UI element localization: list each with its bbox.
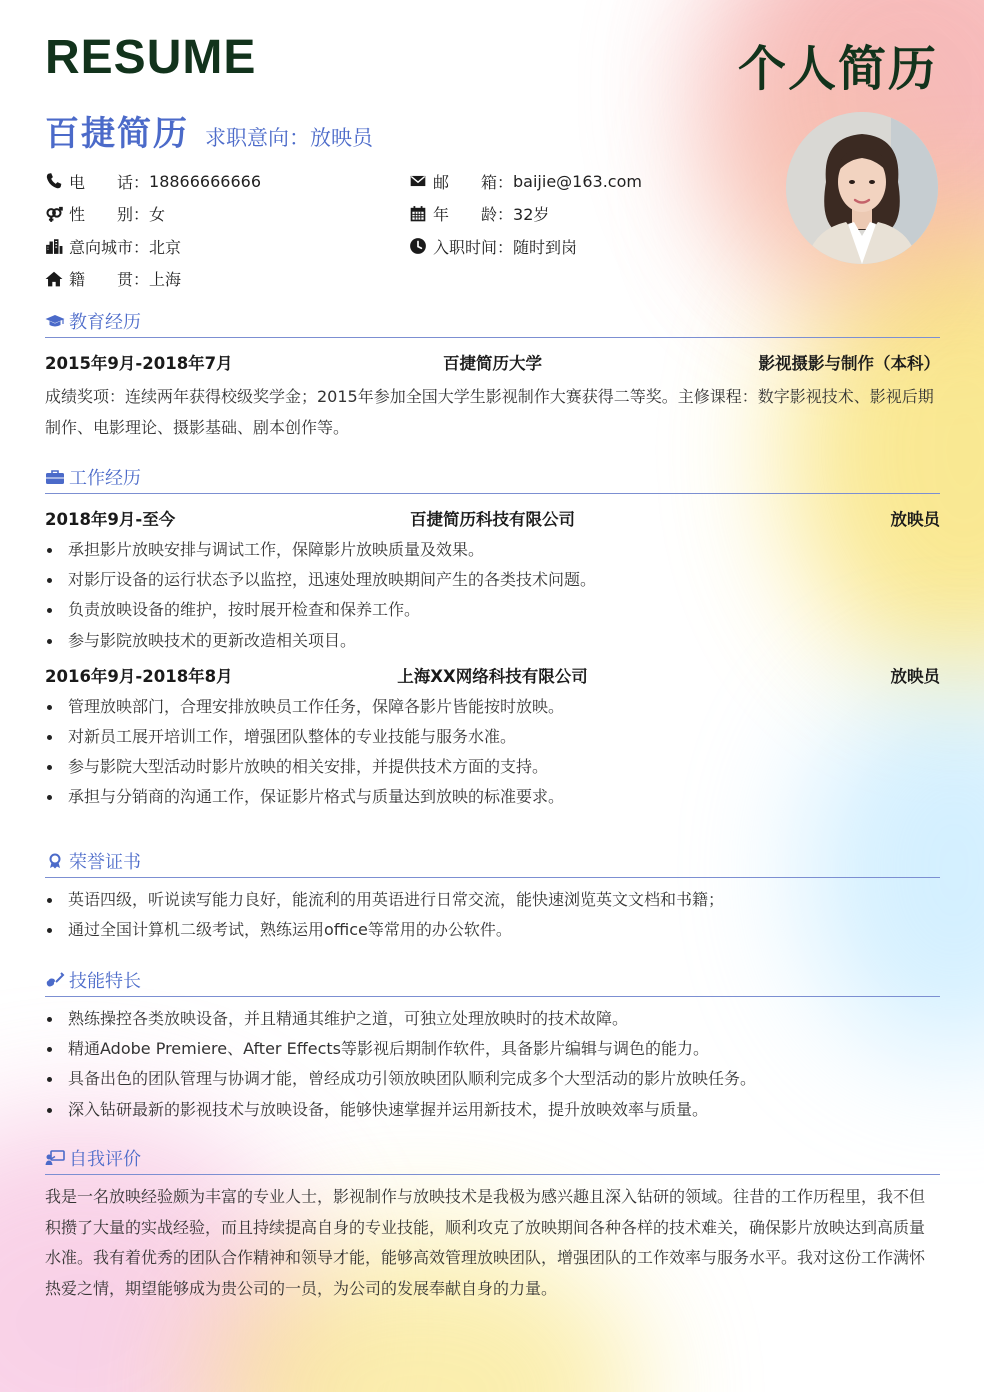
job-date: 2016年9月-2018年8月 <box>45 666 233 686</box>
section-title: 荣誉证书 <box>69 852 141 873</box>
list-item: 具备出色的团队管理与协调才能，曾经成功引领放映团队顺利完成多个大型活动的影片放映任务。 <box>45 1064 940 1094</box>
section-heading <box>45 1142 940 1175</box>
self-evaluation-text: 我是一名放映经验颇为丰富的专业人士，影视制作与放映技术是我极为感兴趣且深入钻研的领域。往昔的工作历程里，我不但积攒了大量的实战经验，而且持续提高自身的专业技能，顺利攻克了放映期间各种各样的技术难关，确保影片放映达到高质量水准。我有着优秀的团队合作精神和领导才能，能够高效管理放映团队，增强团队的工作效率与服务水平。我对这份工作满怀热爱之情，期望能够成为贵公司的一员，为公司的发展奉献自身的力量。 <box>45 1187 926 1298</box>
list-item: 承担影片放映安排与调试工作，保障影片放映质量及效果。 <box>45 535 940 565</box>
education-date: 2015年9月-2018年7月 <box>45 354 233 373</box>
education-major: 影视摄影与制作（本科） <box>758 354 940 373</box>
info-start-time <box>409 235 577 258</box>
title-chinese: 个人简历 <box>737 41 938 97</box>
gender-icon <box>45 205 63 223</box>
section-title: 技能特长 <box>69 971 141 992</box>
honors-list <box>45 885 940 945</box>
section-honors <box>45 845 940 945</box>
graduation-cap-icon <box>45 312 65 330</box>
list-item: 参与影院放映技术的更新改造相关项目。 <box>45 626 940 656</box>
info-value: baijie@163.com <box>513 171 642 191</box>
list-item: 通过全国计算机二级考试，熟练运用office等常用的办公软件。 <box>45 915 940 945</box>
section-title: 工作经历 <box>69 468 141 489</box>
job-header <box>45 503 940 533</box>
info-email <box>409 170 642 193</box>
info-value: 18866666666 <box>149 171 261 191</box>
job-role: 放映员 <box>890 666 940 686</box>
education-detail: 成绩奖项：连续两年获得校级奖学金；2015年参加全国大学生影视制作大赛获得二等奖。主修课程：数字影视技术、影视后期制作、电影理论、摄影基础、剧本创作等。 <box>45 387 934 437</box>
calendar-icon <box>409 205 427 223</box>
section-self-evaluation <box>45 1142 940 1304</box>
avatar <box>786 112 938 264</box>
info-label: 籍 贯： <box>69 270 150 290</box>
info-city <box>45 235 409 258</box>
section-work <box>45 461 940 813</box>
home-icon <box>45 270 63 288</box>
job-company: 百捷简历科技有限公司 <box>409 510 575 529</box>
info-value: 女 <box>149 205 166 225</box>
section-heading <box>45 964 940 997</box>
skills-list <box>45 1004 940 1125</box>
city-icon <box>45 237 63 255</box>
job-duties <box>45 692 940 813</box>
list-item: 承担与分销商的沟通工作，保证影片格式与质量达到放映的标准要求。 <box>45 782 940 812</box>
list-item: 对新员工展开培训工作，增强团队整体的专业技能与服务水准。 <box>45 722 940 752</box>
name-row <box>45 106 373 155</box>
info-age <box>409 202 549 225</box>
info-label: 邮 箱： <box>433 172 514 192</box>
job-duties <box>45 535 940 656</box>
title-english: RESUME <box>45 31 257 84</box>
list-item: 负责放映设备的维护，按时展开检查和保养工作。 <box>45 595 940 625</box>
info-value: 随时到岗 <box>513 237 578 257</box>
list-item: 英语四级，听说读写能力良好，能流利的用英语进行日常交流，能快速浏览英文文档和书籍； <box>45 885 940 915</box>
presenter-icon <box>45 1149 65 1167</box>
info-label: 年 龄： <box>433 205 514 225</box>
job-date: 2018年9月-至今 <box>45 510 176 529</box>
info-hometown <box>45 267 409 290</box>
section-heading <box>45 305 940 338</box>
info-gender <box>45 202 409 225</box>
list-item: 熟练操控各类放映设备，并且精通其维护之道，可独立处理放映时的技术故障。 <box>45 1004 940 1034</box>
section-heading <box>45 461 940 494</box>
section-education <box>45 305 940 443</box>
education-header <box>45 347 940 377</box>
personal-info <box>45 165 735 295</box>
job-role: 放映员 <box>890 510 940 529</box>
job-company: 上海XX网络科技有限公司 <box>397 666 588 686</box>
education-school: 百捷简历大学 <box>442 354 542 373</box>
info-label: 电 话： <box>69 172 150 192</box>
award-icon <box>45 852 65 870</box>
guitar-icon <box>45 971 65 989</box>
info-label: 性 别： <box>69 205 150 225</box>
job-intent: 求职意向：放映员 <box>205 126 373 150</box>
section-heading <box>45 845 940 878</box>
candidate-name: 百捷简历 <box>45 114 189 154</box>
info-value: 北京 <box>149 237 182 257</box>
briefcase-icon <box>45 468 65 486</box>
section-title: 教育经历 <box>69 312 141 333</box>
envelope-icon <box>409 172 427 190</box>
list-item: 对影厅设备的运行状态予以监控，迅速处理放映期间产生的各类技术问题。 <box>45 565 940 595</box>
section-title: 自我评价 <box>69 1149 141 1170</box>
info-label: 入职时间： <box>433 237 514 257</box>
info-value: 32岁 <box>513 205 550 225</box>
list-item: 参与影院大型活动时影片放映的相关安排，并提供技术方面的支持。 <box>45 752 940 782</box>
list-item: 深入钻研最新的影视技术与放映设备，能够快速掌握并运用新技术，提升放映效率与质量。 <box>45 1095 940 1125</box>
clock-icon <box>409 237 427 255</box>
info-value: 上海 <box>149 270 182 290</box>
list-item: 管理放映部门，合理安排放映员工作任务，保障各影片皆能按时放映。 <box>45 692 940 722</box>
phone-icon <box>45 172 63 190</box>
info-label: 意向城市： <box>69 237 150 257</box>
section-skills <box>45 964 940 1125</box>
list-item: 精通Adobe Premiere、After Effects等影视后期制作软件，具备影片编辑与调色的能力。 <box>45 1034 940 1064</box>
info-phone <box>45 170 409 193</box>
job-header <box>45 660 940 690</box>
